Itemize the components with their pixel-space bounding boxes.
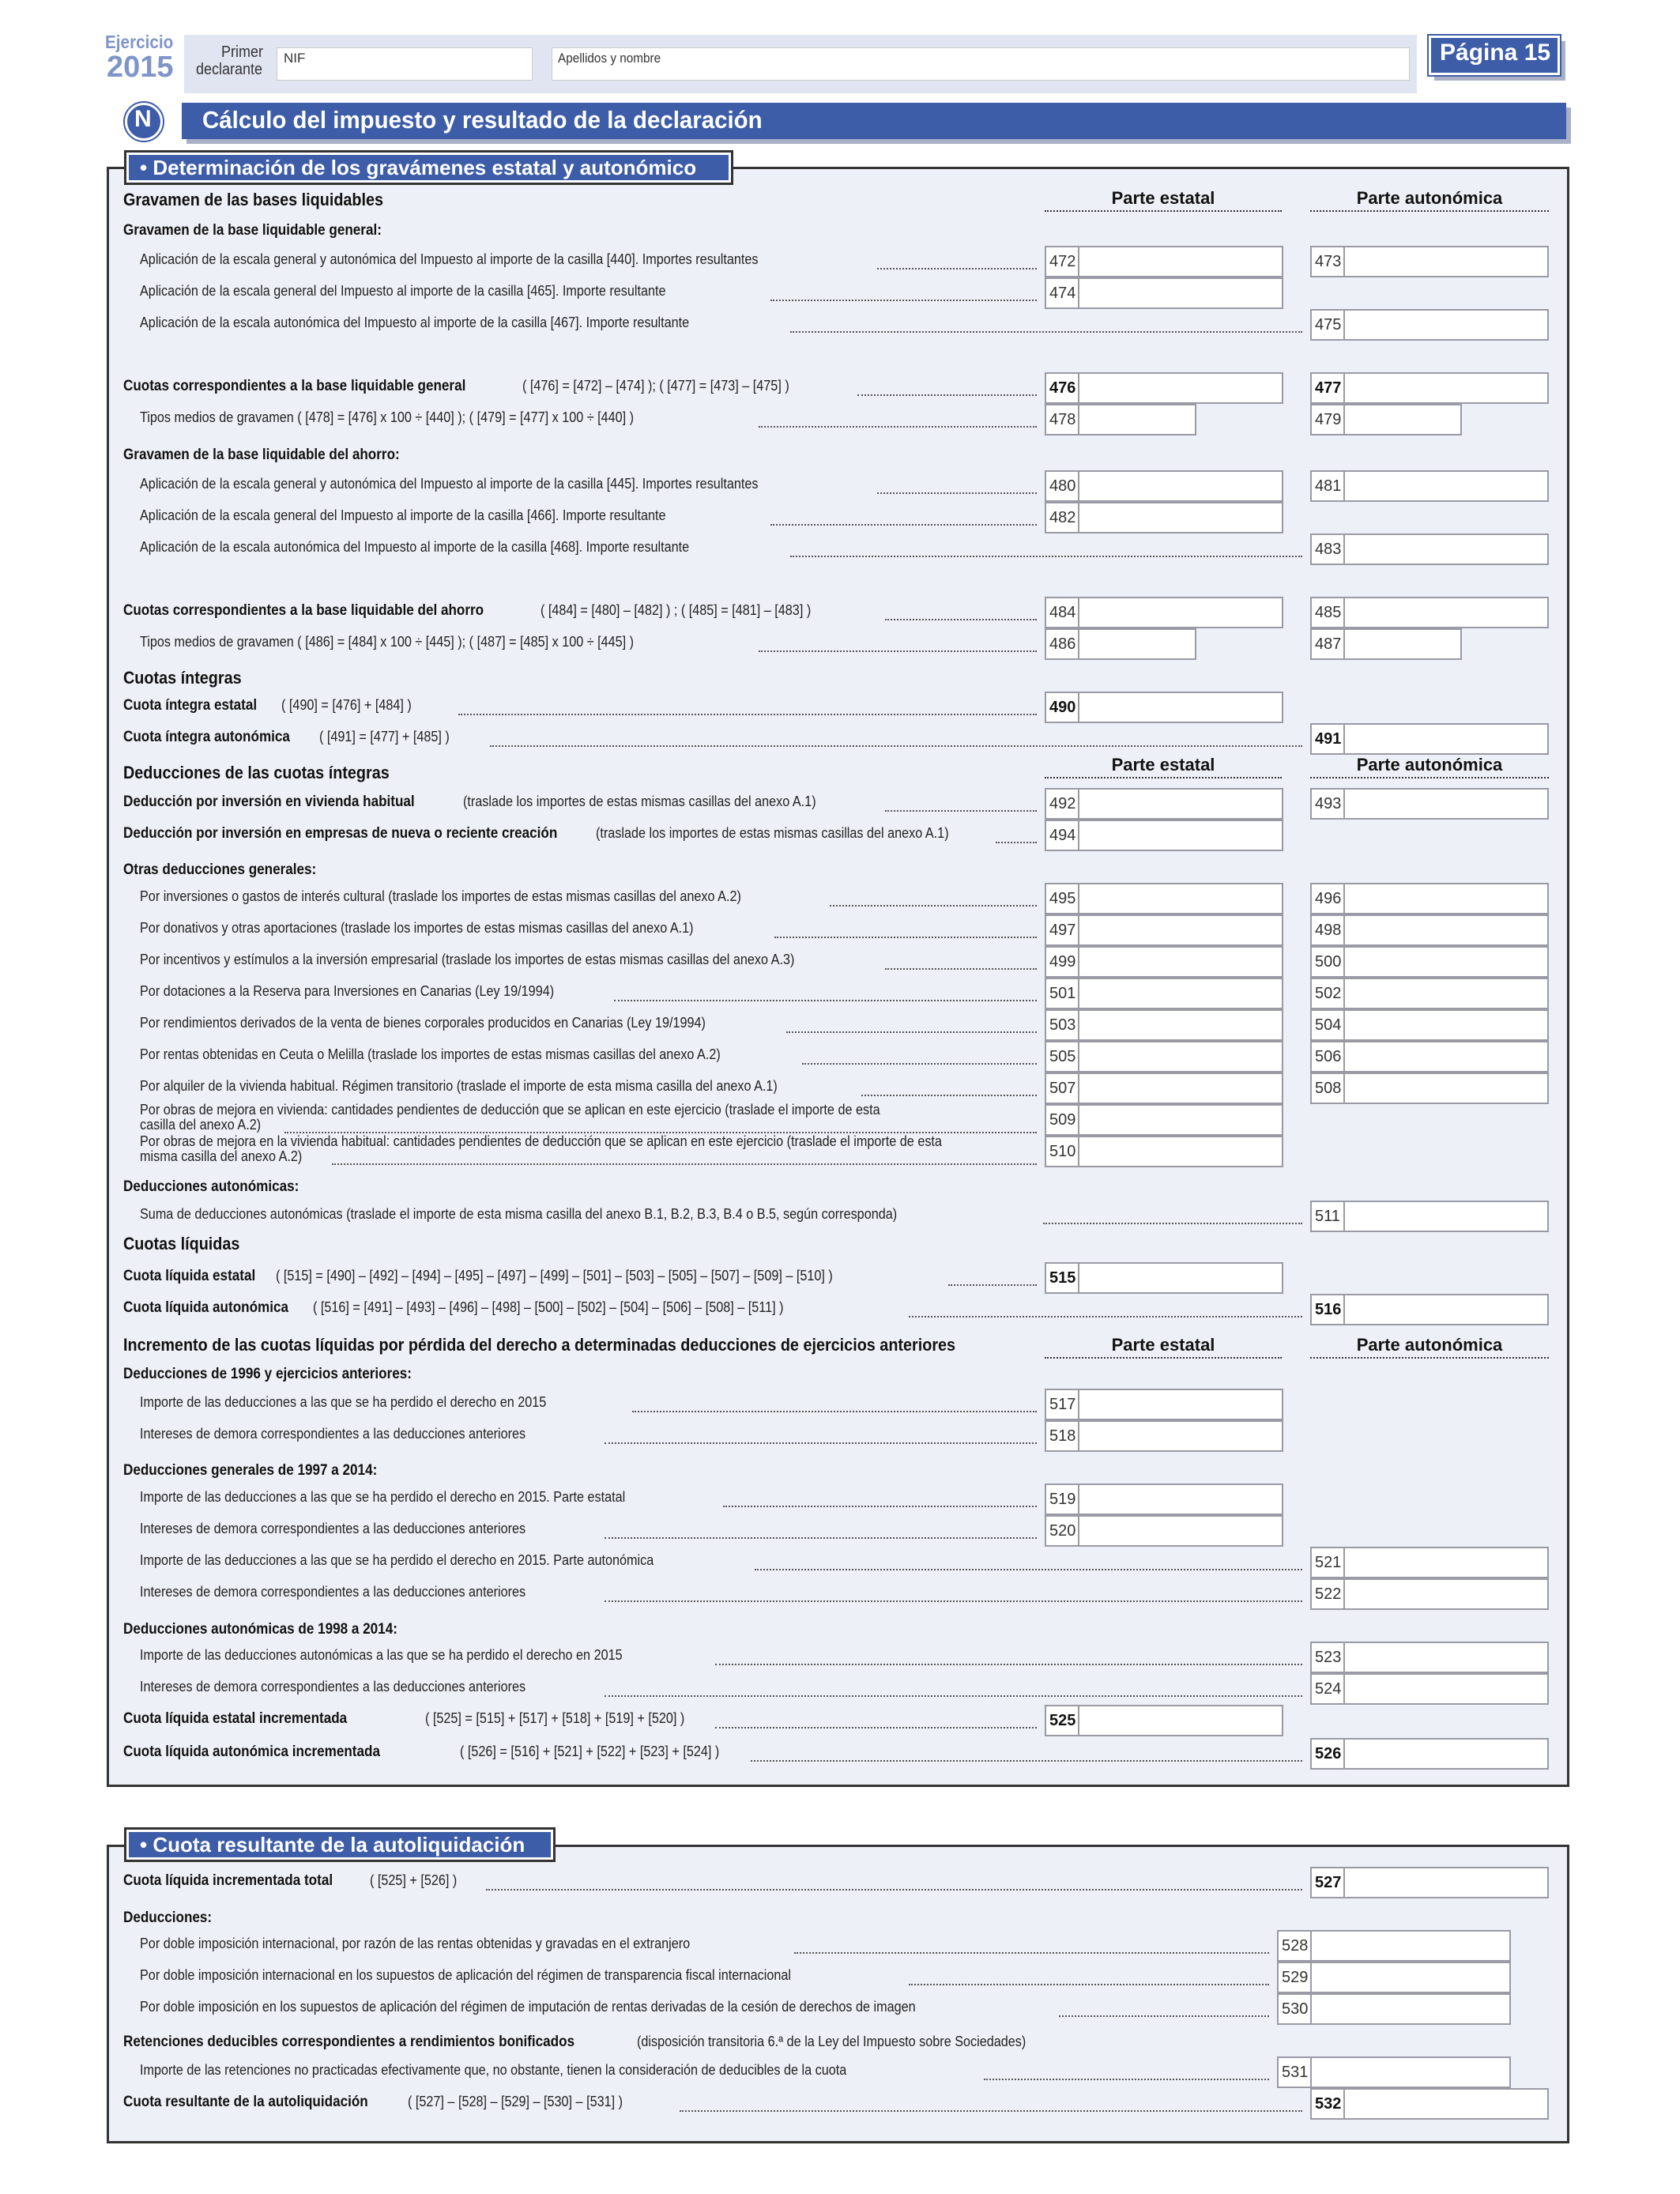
casilla-525-label: 525 (1045, 1705, 1078, 1736)
casilla-485-label: 485 (1310, 597, 1343, 628)
heading-incremento: Incremento de las cuotas líquidas por pérdida del derecho a determinadas deducciones de ejercicios anteriores (123, 1335, 956, 1355)
casilla-482-label: 482 (1045, 502, 1078, 533)
field-label: Por rendimientos derivados de la venta de bienes corporales producidos en Canarias (Ley 19/1994) (140, 1015, 706, 1031)
dotted-leader (909, 1984, 1269, 1985)
field-label: Deducción por inversión en vivienda habitual (123, 794, 415, 810)
field-label: Por doble imposición internacional, por razón de las rentas obtenidas y gravadas en el extranjero (140, 1936, 691, 1951)
casilla-475-input[interactable] (1343, 309, 1549, 341)
casilla-508-input[interactable] (1343, 1072, 1549, 1104)
casilla-487-label: 487 (1310, 628, 1343, 660)
field-label: ( [484] = [480] – [482] ) ; ( [485] = [481] – [483] ) (541, 602, 812, 618)
casilla-474-input[interactable] (1078, 277, 1283, 309)
casilla-504-input[interactable] (1343, 1009, 1549, 1041)
casilla-511-input[interactable] (1343, 1201, 1549, 1232)
dotted-leader (802, 1063, 1037, 1065)
casilla-529-input[interactable] (1310, 1962, 1511, 1993)
field-label: Aplicación de la escala general y autonómica del Impuesto al importe de la casilla [445]. Importes resultantes (140, 476, 759, 492)
field-label: Cuota líquida incrementada total (123, 1872, 333, 1889)
casilla-497-input[interactable] (1078, 914, 1283, 946)
casilla-506-input[interactable] (1343, 1041, 1549, 1072)
dotted-leader (885, 619, 1037, 620)
dotted-leader (830, 905, 1037, 907)
casilla-504-label: 504 (1310, 1009, 1343, 1041)
dotted-leader (877, 268, 1037, 270)
field-label: Importe de las retenciones no practicadas efectivamente que, no obstante, tienen la consideración de deducibles de la cuota (140, 2062, 847, 2078)
casilla-477-label: 477 (1310, 372, 1343, 404)
casilla-523-input[interactable] (1343, 1642, 1549, 1673)
heading-cuotas-integras: Cuotas íntegras (123, 668, 242, 688)
field-label: Suma de deducciones autonómicas (traslade el importe de esta misma casilla del anexo B.1, B.2, B.3, B.4 o B.5, según corresponda) (140, 1206, 898, 1222)
dotted-leader (715, 1664, 1302, 1665)
column-header-estatal: Parte estatal (1045, 1335, 1282, 1359)
casilla-532-label: 532 (1310, 2088, 1343, 2120)
casilla-473-label: 473 (1310, 246, 1343, 277)
casilla-495-label: 495 (1045, 883, 1078, 914)
section-n-letter: N (134, 106, 152, 132)
field-label-509: casilla del anexo A.2) (140, 1117, 262, 1133)
heading-base-general: Gravamen de la base liquidable general: (123, 222, 382, 239)
dotted-leader (877, 492, 1037, 494)
page-number: Página 15 (1440, 40, 1551, 66)
casilla-475-label: 475 (1310, 309, 1343, 341)
casilla-492-input[interactable] (1078, 788, 1283, 820)
casilla-521-label: 521 (1310, 1547, 1343, 1578)
field-label-510: misma casilla del anexo A.2) (140, 1148, 303, 1164)
casilla-524-label: 524 (1310, 1673, 1343, 1705)
casilla-518-label: 518 (1045, 1420, 1078, 1452)
casilla-520-label: 520 (1045, 1515, 1078, 1547)
heading-deducciones-autonomicas: Deducciones autonómicas: (123, 1178, 299, 1195)
field-label: Por dotaciones a la Reserva para Inversiones en Canarias (Ley 19/1994) (140, 983, 555, 999)
casilla-493-input[interactable] (1343, 788, 1549, 820)
casilla-493-label: 493 (1310, 788, 1343, 820)
heading-retenciones-note: (disposición transitoria 6.ª de la Ley del Impuesto sobre Sociedades) (637, 2034, 1026, 2049)
casilla-498-input[interactable] (1343, 914, 1549, 946)
field-label: Deducción por inversión en empresas de nueva o reciente creación (123, 825, 558, 842)
casilla-517-label: 517 (1045, 1389, 1078, 1420)
field-label: Intereses de demora correspondientes a las deducciones anteriores (140, 1521, 526, 1536)
casilla-524-input[interactable] (1343, 1673, 1549, 1705)
casilla-486-label: 486 (1045, 628, 1078, 660)
dotted-leader (332, 1163, 1037, 1165)
column-header-autonomica: Parte autonómica (1310, 1335, 1549, 1359)
dotted-leader (948, 1284, 1037, 1286)
casilla-500-input[interactable] (1343, 946, 1549, 978)
casilla-498-label: 498 (1310, 914, 1343, 946)
declarante-label: declarante (196, 61, 263, 78)
field-label: Cuota resultante de la autoliquidación (123, 2094, 368, 2110)
dotted-leader (759, 426, 1037, 428)
casilla-522-input[interactable] (1343, 1578, 1549, 1610)
field-label: Aplicación de la escala autonómica del Impuesto al importe de la casilla [467]. Importe resultante (140, 315, 690, 330)
field-label: ( [525] = [515] + [517] + [518] + [519] + [520] ) (425, 1710, 685, 1726)
casilla-509-label: 509 (1045, 1104, 1078, 1136)
apellidos-label: Apellidos y nombre (558, 51, 661, 66)
dotted-leader (723, 1506, 1037, 1507)
dotted-leader (715, 1727, 1037, 1728)
dotted-leader (786, 1031, 1037, 1033)
casilla-500-label: 500 (1310, 946, 1343, 978)
nif-field[interactable] (277, 47, 533, 81)
field-label: Importe de las deducciones a las que se ha perdido el derecho en 2015 (140, 1394, 547, 1410)
heading-bases-liquidables: Gravamen de las bases liquidables (123, 190, 384, 209)
casilla-494-label: 494 (1045, 820, 1078, 851)
field-label: ( [527] – [528] – [529] – [530] – [531] ) (408, 2094, 623, 2109)
casilla-491-input[interactable] (1343, 723, 1549, 755)
field-label: Por inversiones o gastos de interés cultural (traslade los importes de estas mismas casillas del anexo A.2) (140, 888, 741, 904)
field-label: Por rentas obtenidas en Ceuta o Melilla (traslade los importes de estas mismas casillas del anexo A.2) (140, 1046, 721, 1062)
heading-deducciones-1998: Deducciones autonómicas de 1998 a 2014: (123, 1621, 397, 1638)
casilla-474-label: 474 (1045, 277, 1078, 309)
field-label: ( [476] = [472] – [474] ); ( [477] = [473] – [475] ) (522, 378, 789, 394)
dotted-leader (614, 1000, 1037, 1001)
dotted-leader (1043, 1223, 1302, 1224)
primer-label: Primer (221, 43, 264, 61)
casilla-503-input[interactable] (1078, 1009, 1283, 1041)
casilla-503-label: 503 (1045, 1009, 1078, 1041)
apellidos-field[interactable] (552, 47, 1410, 81)
casilla-502-label: 502 (1310, 978, 1343, 1009)
casilla-501-input[interactable] (1078, 978, 1283, 1009)
ejercicio-label: Ejercicio (105, 32, 174, 52)
field-label: Aplicación de la escala general del Impuesto al importe de la casilla [465]. Importe resultante (140, 283, 666, 299)
casilla-530-input[interactable] (1310, 1993, 1511, 2025)
casilla-505-label: 505 (1045, 1041, 1078, 1072)
field-label: ( [515] = [490] – [492] – [494] – [495] – [497] – [499] – [501] – [503] – [505] – [507] – [509] – [510] ) (276, 1268, 833, 1284)
casilla-518-input[interactable] (1078, 1420, 1283, 1452)
casilla-506-label: 506 (1310, 1041, 1343, 1072)
casilla-476-label: 476 (1045, 372, 1078, 404)
casilla-510-input[interactable] (1078, 1136, 1283, 1167)
field-label: Importe de las deducciones a las que se ha perdido el derecho en 2015. Parte autonómica (140, 1552, 654, 1568)
casilla-499-label: 499 (1045, 946, 1078, 978)
field-label: Por doble imposición internacional en los supuestos de aplicación del régimen de transparencia fiscal internacional (140, 1967, 791, 1983)
field-label: Aplicación de la escala autonómica del Impuesto al importe de la casilla [468]. Importe resultante (140, 539, 690, 555)
column-header-autonomica: Parte autonómica (1310, 188, 1549, 212)
field-label: Por donativos y otras aportaciones (traslade los importes de estas mismas casillas del anexo A.1) (140, 920, 694, 936)
dotted-leader (632, 1411, 1037, 1412)
dotted-leader (486, 1889, 1302, 1891)
casilla-508-label: 508 (1310, 1072, 1343, 1104)
casilla-483-label: 483 (1310, 533, 1343, 565)
casilla-473-input[interactable] (1343, 246, 1549, 277)
casilla-486-input[interactable] (1078, 628, 1196, 660)
dotted-leader (794, 1952, 1269, 1954)
casilla-480-label: 480 (1045, 470, 1078, 502)
casilla-530-label: 530 (1277, 1993, 1310, 2025)
field-label: Intereses de demora correspondientes a las deducciones anteriores (140, 1426, 526, 1442)
dotted-leader (605, 1537, 1037, 1539)
nif-label: NIF (284, 51, 306, 66)
heading-deducciones-cuota: Deducciones: (123, 1909, 213, 1926)
section-gravamenes-tab (126, 153, 731, 183)
dotted-leader (857, 394, 1037, 396)
dotted-leader (605, 1442, 1037, 1444)
field-label: Intereses de demora correspondientes a las deducciones anteriores (140, 1679, 526, 1695)
dotted-leader (984, 2079, 1269, 2080)
casilla-516-label: 516 (1310, 1294, 1343, 1325)
field-label: Importe de las deducciones a las que se ha perdido el derecho en 2015. Parte estatal (140, 1489, 626, 1505)
field-label: Cuota líquida autonómica (123, 1299, 289, 1316)
dotted-leader (885, 810, 1037, 812)
field-label: ( [526] = [516] + [521] + [522] + [523] + [524] ) (460, 1744, 720, 1759)
field-label: ( [490] = [476] + [484] ) (281, 697, 412, 713)
casilla-476-input[interactable] (1078, 372, 1283, 404)
casilla-528-label: 528 (1277, 1930, 1310, 1962)
heading-deducciones-1997: Deducciones generales de 1997 a 2014: (123, 1462, 378, 1479)
casilla-521-input[interactable] (1343, 1547, 1549, 1578)
casilla-532-input[interactable] (1343, 2088, 1549, 2120)
dotted-leader (770, 524, 1037, 526)
casilla-496-label: 496 (1310, 883, 1343, 914)
casilla-490-label: 490 (1045, 692, 1078, 723)
casilla-531-input[interactable] (1310, 2056, 1511, 2088)
field-label: Cuotas correspondientes a la base liquidable del ahorro (123, 602, 484, 619)
dotted-leader (680, 2110, 1302, 2112)
dotted-leader (790, 556, 1302, 557)
casilla-490-input[interactable] (1078, 692, 1283, 723)
casilla-528-input[interactable] (1310, 1930, 1511, 1962)
dotted-leader (885, 968, 1037, 970)
column-header-estatal: Parte estatal (1045, 188, 1282, 212)
field-label: Cuota líquida estatal (123, 1268, 256, 1284)
field-label: (traslade los importes de estas mismas casillas del anexo A.1) (463, 794, 816, 809)
bullet-icon: • (140, 1833, 153, 1857)
dotted-leader (751, 1760, 1302, 1762)
casilla-520-input[interactable] (1078, 1515, 1283, 1547)
casilla-526-label: 526 (1310, 1738, 1343, 1770)
field-label: Cuotas correspondientes a la base liquidable general (123, 378, 466, 394)
field-label: Por incentivos y estímulos a la inversión empresarial (traslade los importes de estas mismas casillas del anexo A.3) (140, 952, 795, 967)
casilla-497-label: 497 (1045, 914, 1078, 946)
dotted-leader (605, 1600, 1302, 1602)
casilla-495-input[interactable] (1078, 883, 1283, 914)
field-label: Aplicación de la escala general del Impuesto al importe de la casilla [466]. Importe resultante (140, 507, 666, 523)
field-label: Aplicación de la escala general y autonómica del Impuesto al importe de la casilla [440]. Importes resultantes (140, 251, 759, 267)
field-label: Tipos medios de gravamen ( [486] = [484] x 100 ÷ [445] ); ( [487] = [485] x 100 ÷ [445] ) (140, 634, 635, 650)
field-label: ( [491] = [477] + [485] ) (319, 729, 450, 745)
casilla-515-label: 515 (1045, 1262, 1078, 1294)
casilla-494-input[interactable] (1078, 820, 1283, 851)
dotted-leader (490, 745, 1302, 747)
casilla-510-label: 510 (1045, 1136, 1078, 1167)
casilla-481-label: 481 (1310, 470, 1343, 502)
section-cuota-resultante-tab (126, 1830, 553, 1860)
field-label: Tipos medios de gravamen ( [478] = [476] x 100 ÷ [440] ); ( [479] = [477] x 100 ÷ [440] ) (140, 409, 635, 425)
casilla-522-label: 522 (1310, 1578, 1343, 1610)
casilla-484-input[interactable] (1078, 597, 1283, 628)
casilla-525-input[interactable] (1078, 1705, 1283, 1736)
casilla-491-label: 491 (1310, 723, 1343, 755)
field-label: ( [516] = [491] – [493] – [496] – [498] – [500] – [502] – [504] – [506] – [508] – [511] ) (313, 1299, 784, 1315)
field-label: ( [525] + [526] ) (370, 1872, 458, 1888)
dotted-leader (996, 842, 1037, 843)
casilla-481-input[interactable] (1343, 470, 1549, 502)
casilla-511-label: 511 (1310, 1201, 1343, 1232)
casilla-505-input[interactable] (1078, 1041, 1283, 1072)
casilla-515-input[interactable] (1078, 1262, 1283, 1294)
field-label: Cuota líquida autonómica incrementada (123, 1744, 380, 1760)
casilla-477-input[interactable] (1343, 372, 1549, 404)
heading-cuotas-liquidas: Cuotas líquidas (123, 1234, 240, 1253)
casilla-519-label: 519 (1045, 1483, 1078, 1515)
casilla-472-label: 472 (1045, 246, 1078, 277)
field-label: Cuota líquida estatal incrementada (123, 1710, 348, 1727)
casilla-479-input[interactable] (1343, 404, 1462, 435)
field-label: Importe de las deducciones autonómicas a las que se ha perdido el derecho en 2015 (140, 1647, 623, 1663)
column-header-autonomica: Parte autonómica (1310, 755, 1549, 778)
field-label: Por alquiler de la vivienda habitual. Régimen transitorio (traslade el importe de esta misma casilla del anexo A.1) (140, 1078, 778, 1094)
dotted-leader (458, 714, 1037, 715)
section-n-title: Cálculo del impuesto y resultado de la declaración (202, 106, 763, 134)
casilla-509-input[interactable] (1078, 1104, 1283, 1136)
casilla-523-label: 523 (1310, 1642, 1343, 1673)
section-gravamenes-title: Determinación de los gravámenes estatal y autonómico (153, 156, 697, 179)
heading-otras-deducciones: Otras deducciones generales: (123, 861, 317, 878)
field-label: (traslade los importes de estas mismas casillas del anexo A.1) (596, 825, 949, 841)
casilla-527-label: 527 (1310, 1867, 1343, 1898)
casilla-507-input[interactable] (1078, 1072, 1283, 1104)
field-label: Por doble imposición en los supuestos de aplicación del régimen de imputación de rentas derivadas de la cesión de derechos de imagen (140, 1999, 916, 2015)
casilla-483-input[interactable] (1343, 533, 1549, 565)
field-label-509: Por obras de mejora en vivienda: cantidades pendientes de deducción que se aplican en este ejercicio (traslade el importe de esta (140, 1102, 880, 1118)
heading-retenciones: Retenciones deducibles correspondientes a rendimientos bonificados (123, 2034, 575, 2050)
section-cuota-resultante-title: Cuota resultante de la autoliquidación (153, 1833, 525, 1857)
casilla-472-input[interactable] (1078, 246, 1283, 277)
field-label: Cuota íntegra autonómica (123, 729, 290, 745)
bullet-icon: • (140, 156, 153, 179)
dotted-leader (605, 1695, 1302, 1697)
casilla-501-label: 501 (1045, 978, 1078, 1009)
casilla-499-input[interactable] (1078, 946, 1283, 978)
casilla-482-input[interactable] (1078, 502, 1283, 533)
casilla-502-input[interactable] (1343, 978, 1549, 1009)
casilla-480-input[interactable] (1078, 470, 1283, 502)
heading-deducciones: Deducciones de las cuotas íntegras (123, 763, 390, 782)
casilla-478-input[interactable] (1078, 404, 1196, 435)
casilla-526-input[interactable] (1343, 1738, 1549, 1770)
casilla-492-label: 492 (1045, 788, 1078, 820)
casilla-487-input[interactable] (1343, 628, 1462, 660)
dotted-leader (790, 331, 1302, 333)
field-label: Cuota íntegra estatal (123, 697, 258, 714)
casilla-507-label: 507 (1045, 1072, 1078, 1104)
dotted-leader (774, 937, 1037, 938)
dotted-leader (759, 650, 1037, 652)
casilla-531-label: 531 (1277, 2056, 1310, 2088)
casilla-516-input[interactable] (1343, 1294, 1549, 1325)
casilla-478-label: 478 (1045, 404, 1078, 435)
heading-base-ahorro: Gravamen de la base liquidable del ahorro: (123, 447, 400, 463)
casilla-496-input[interactable] (1343, 883, 1549, 914)
column-header-estatal: Parte estatal (1045, 755, 1282, 778)
casilla-485-input[interactable] (1343, 597, 1549, 628)
casilla-517-input[interactable] (1078, 1389, 1283, 1420)
dotted-leader (861, 1095, 1037, 1096)
casilla-527-input[interactable] (1343, 1867, 1549, 1898)
casilla-519-input[interactable] (1078, 1483, 1283, 1515)
year: 2015 (107, 51, 174, 84)
dotted-leader (909, 1316, 1302, 1318)
field-label: Intereses de demora correspondientes a las deducciones anteriores (140, 1584, 526, 1600)
dotted-leader (770, 300, 1037, 301)
casilla-484-label: 484 (1045, 597, 1078, 628)
heading-deducciones-1996: Deducciones de 1996 y ejercicios anteriores: (123, 1366, 412, 1382)
dotted-leader (755, 1569, 1302, 1570)
casilla-479-label: 479 (1310, 404, 1343, 435)
casilla-529-label: 529 (1277, 1962, 1310, 1993)
dotted-leader (1059, 2015, 1269, 2017)
field-label-510: Por obras de mejora en la vivienda habitual: cantidades pendientes de deducción que se aplican en este ejercicio (traslade el importe de esta (140, 1133, 942, 1149)
